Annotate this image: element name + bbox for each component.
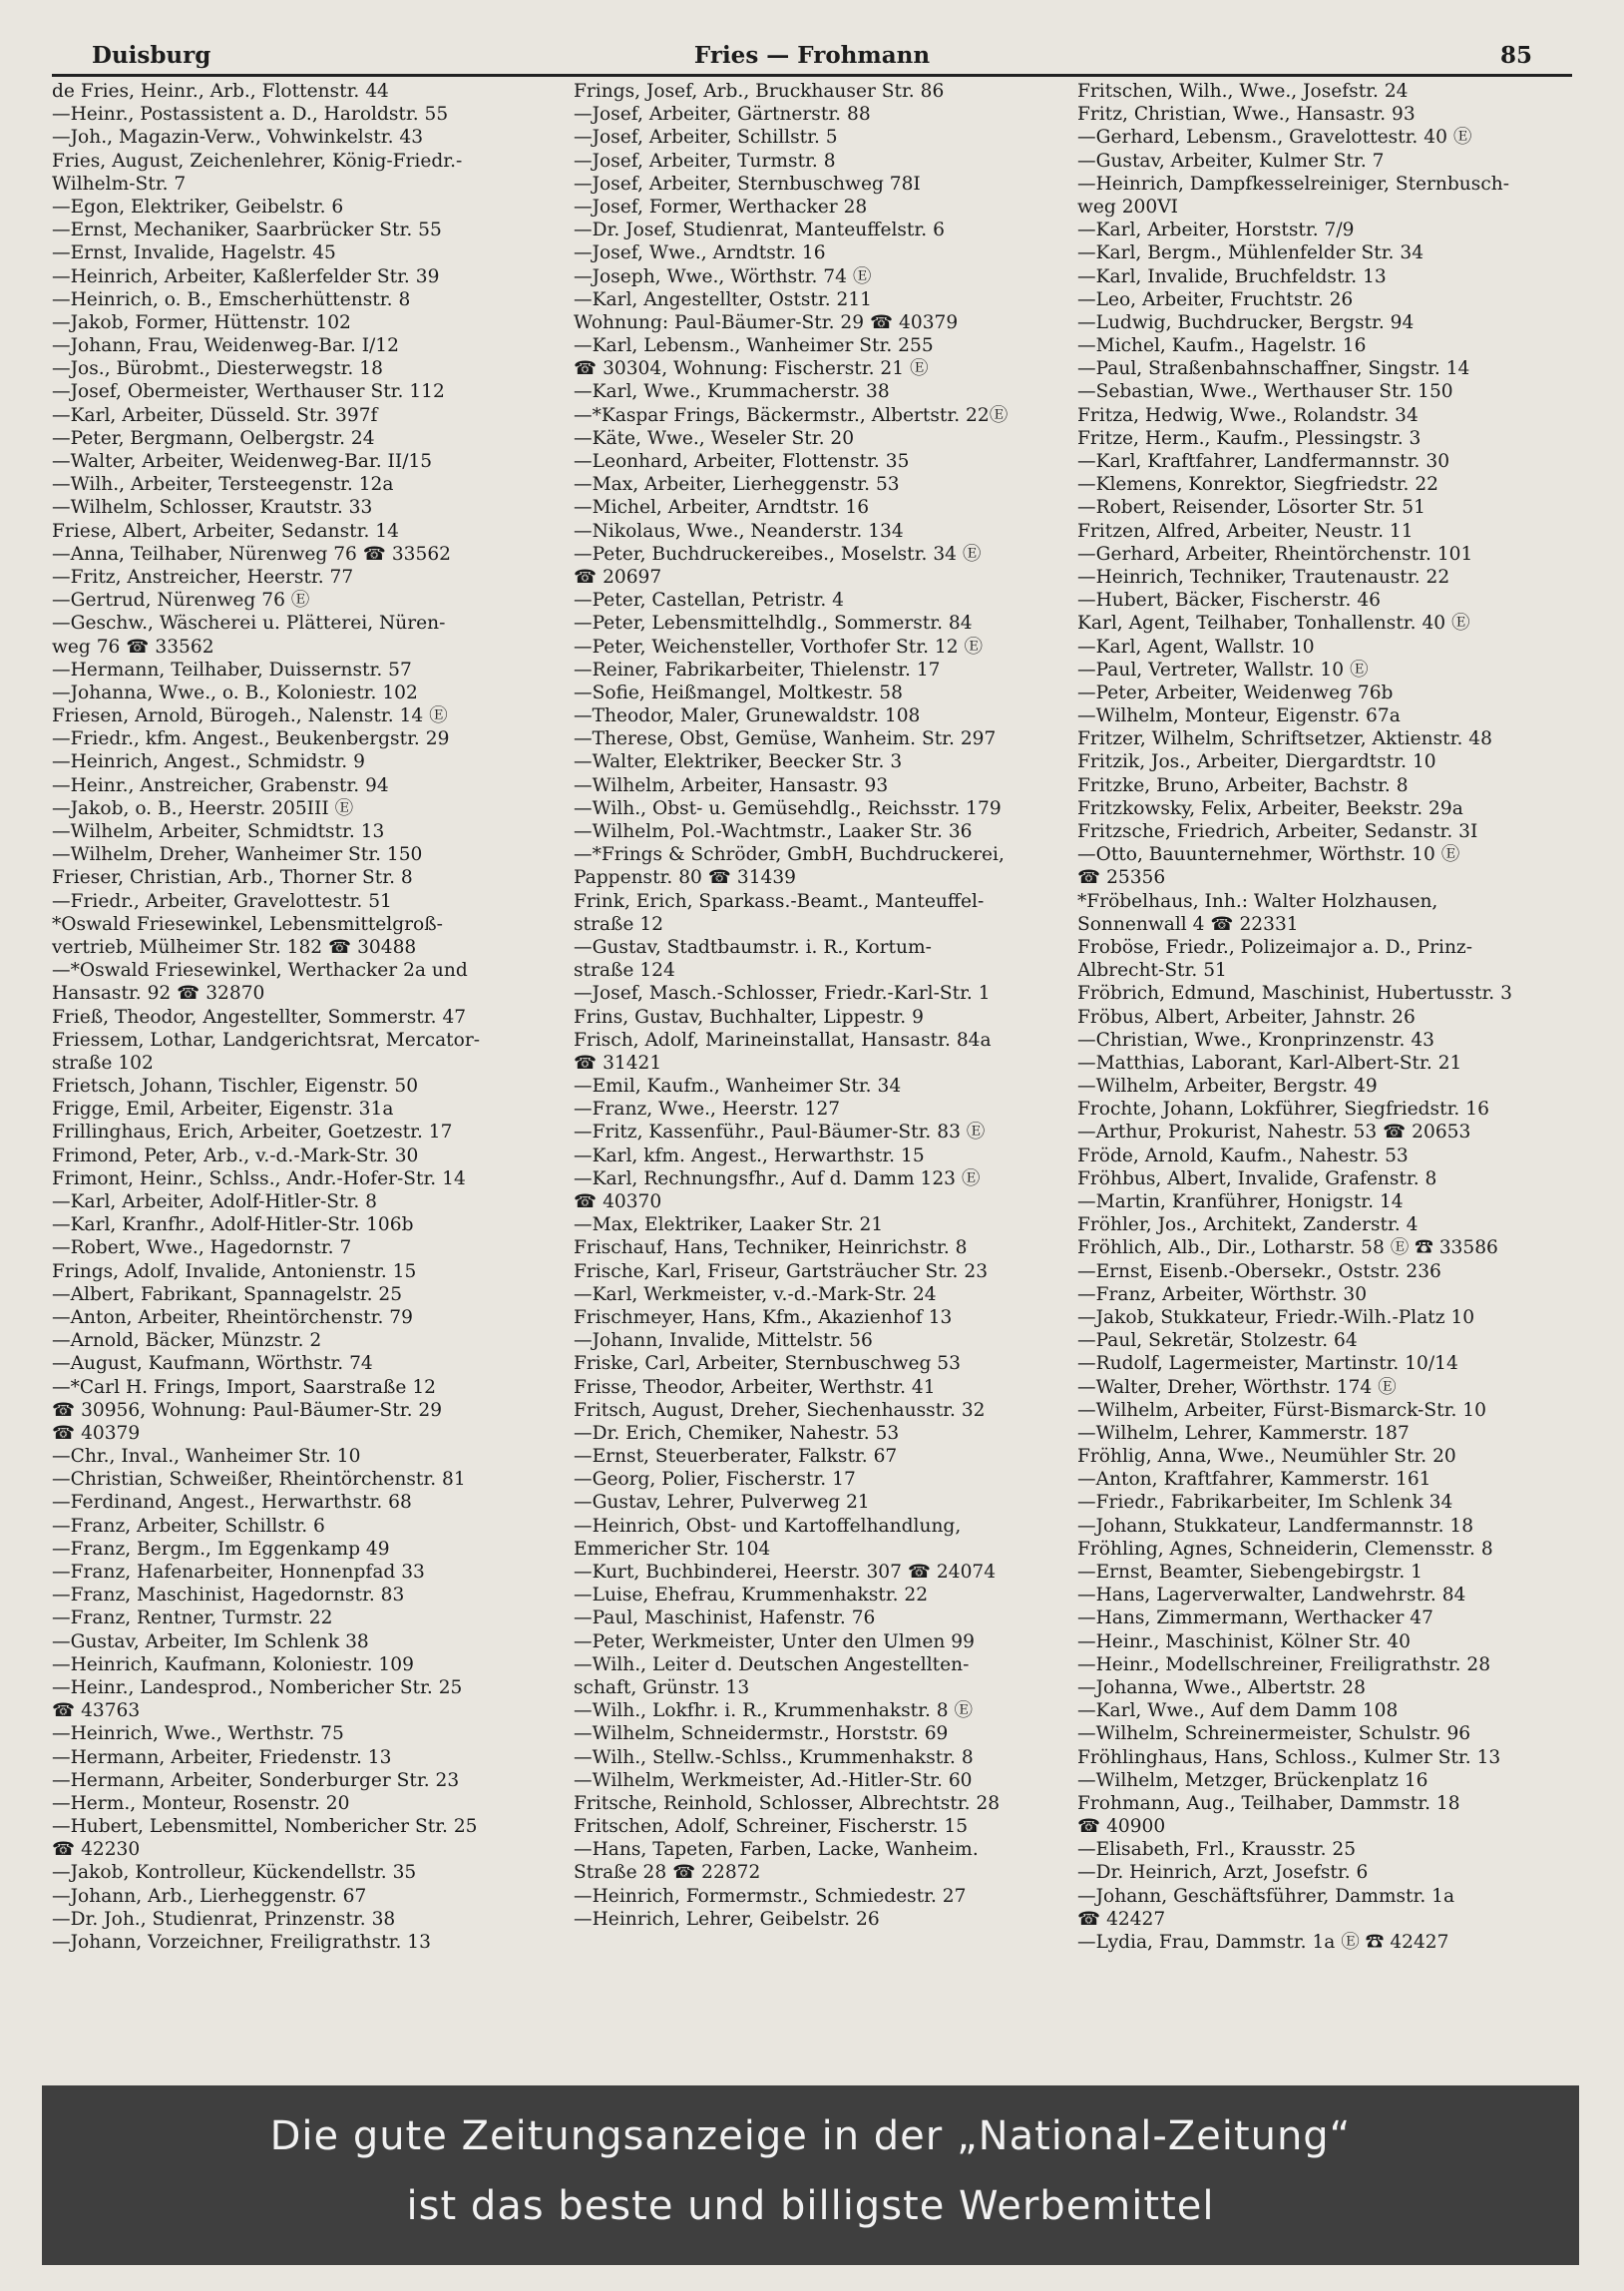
directory-entry: Fröhlig, Anna, Wwe., Neumühler Str. 20: [1077, 1446, 1456, 1468]
directory-entry: —Wilhelm, Metzger, Brückenplatz 16: [1077, 1769, 1428, 1791]
directory-entry: —Karl, Angestellter, Oststr. 211: [574, 288, 873, 310]
directory-column-3: [1077, 80, 1576, 1954]
directory-entry: —Robert, Wwe., Hagedornstr. 7: [52, 1237, 352, 1259]
banner-line-2: ist das beste und billigste Werbemittel: [406, 2183, 1215, 2229]
directory-entry: —Peter, Bergmann, Oelbergstr. 24: [52, 427, 375, 449]
directory-entry: Frink, Erich, Sparkass.-Beamt., Manteuffel-: [574, 890, 985, 912]
directory-entry: Fritschen, Wilh., Wwe., Josefstr. 24: [1077, 81, 1409, 102]
directory-entry: Fritzer, Wilhelm, Schriftsetzer, Aktienstr. 48: [1077, 728, 1492, 750]
directory-entry: Fritzke, Bruno, Arbeiter, Bachstr. 8: [1077, 774, 1409, 796]
directory-entry: —Peter, Weichensteller, Vorthofer Str. 12 Ⓔ: [574, 636, 984, 658]
directory-entry: —Franz, Bergm., Im Eggenkamp 49: [52, 1538, 390, 1560]
directory-entry: —Wilhelm, Schneidermstr., Horststr. 69: [574, 1723, 949, 1745]
directory-entry: —Fritz, Kassenführ., Paul-Bäumer-Str. 83 Ⓔ: [574, 1122, 986, 1144]
directory-entry: —Lydia, Frau, Dammstr. 1a Ⓔ ☎ 42427: [1077, 1932, 1449, 1953]
directory-entry: —Josef, Arbeiter, Sternbuschweg 78I: [574, 173, 921, 195]
directory-entry: Frieser, Christian, Arb., Thorner Str. 8: [52, 867, 413, 889]
directory-entry: Fritz, Christian, Wwe., Hansastr. 93: [1077, 104, 1416, 126]
directory-entry: Fritschen, Adolf, Schreiner, Fischerstr. 15: [574, 1816, 969, 1838]
directory-entry: —Josef, Arbeiter, Gärtnerstr. 88: [574, 104, 871, 126]
directory-entry: —Otto, Bauunternehmer, Wörthstr. 10 Ⓔ: [1077, 844, 1460, 866]
directory-entry: —Karl, Arbeiter, Düsseld. Str. 397f: [52, 404, 378, 426]
directory-entry: Fritsche, Reinhold, Schlosser, Albrechtstr. 28: [574, 1792, 1001, 1814]
directory-entry: —Rudolf, Lagermeister, Martinstr. 10/14: [1077, 1353, 1458, 1375]
directory-entry: —*Oswald Friesewinkel, Werthacker 2a und: [52, 960, 468, 982]
directory-entry: Frieß, Theodor, Angestellter, Sommerstr. 47: [52, 1006, 467, 1028]
page-number: 85: [1499, 42, 1532, 69]
directory-entry: straße 124: [574, 960, 675, 982]
directory-entry: —Karl, Lebensm., Wanheimer Str. 255: [574, 335, 934, 357]
directory-entry: Frische, Karl, Friseur, Gartsträucher Str. 23: [574, 1260, 989, 1282]
directory-entry: —Josef, Obermeister, Werthauser Str. 112: [52, 381, 445, 403]
directory-entry: —Kurt, Buchbinderei, Heerstr. 307 ☎ 24074: [574, 1562, 997, 1583]
directory-entry: straße 12: [574, 913, 663, 935]
directory-entry: —Johann, Invalide, Mittelstr. 56: [574, 1330, 873, 1352]
directory-entry: Frochte, Johann, Lokführer, Siegfriedstr. 16: [1077, 1099, 1489, 1121]
directory-entry: ☎ 42427: [1077, 1908, 1166, 1930]
directory-entry: —Karl, Werkmeister, v.-d.-Mark-Str. 24: [574, 1283, 937, 1305]
directory-entry: —Johanna, Wwe., Albertstr. 28: [1077, 1676, 1366, 1698]
directory-entry: Friese, Albert, Arbeiter, Sedanstr. 14: [52, 520, 399, 542]
directory-entry: straße 102: [52, 1052, 154, 1074]
directory-entry: vertrieb, Mülheimer Str. 182 ☎ 30488: [52, 936, 417, 958]
directory-entry: Karl, Agent, Teilhaber, Tonhallenstr. 40 Ⓔ: [1077, 613, 1470, 635]
directory-entry: —Heinrich, Wwe., Werthstr. 75: [52, 1723, 344, 1745]
directory-entry: Frimond, Peter, Arb., v.-d.-Mark-Str. 30: [52, 1145, 419, 1166]
directory-entry: —*Carl H. Frings, Import, Saarstraße 12: [52, 1376, 436, 1398]
directory-entry: —Jos., Bürobmt., Diesterwegstr. 18: [52, 358, 383, 380]
directory-entry: —Peter, Buchdruckereibes., Moselstr. 34 Ⓔ: [574, 543, 982, 565]
directory-entry: Fritze, Herm., Kaufm., Plessingstr. 3: [1077, 427, 1421, 449]
directory-entry: ☎ 30304, Wohnung: Fischerstr. 21 Ⓔ: [574, 358, 929, 380]
directory-entry: Frisch, Adolf, Marineinstallat, Hansastr. 84a: [574, 1029, 992, 1051]
directory-entry: Fritzkowsky, Felix, Arbeiter, Beekstr. 29a: [1077, 797, 1463, 819]
directory-entry: —Jakob, Former, Hüttenstr. 102: [52, 311, 351, 333]
directory-entry: —Heinr., Maschinist, Kölner Str. 40: [1077, 1630, 1411, 1652]
directory-entry: —Matthias, Laborant, Karl-Albert-Str. 21: [1077, 1052, 1462, 1074]
directory-entry: —Max, Arbeiter, Lierheggenstr. 53: [574, 474, 900, 496]
directory-entry: Hansastr. 92 ☎ 32870: [52, 983, 265, 1005]
directory-entry: —Peter, Lebensmittelhdlg., Sommerstr. 84: [574, 613, 973, 635]
directory-entry: Friessem, Lothar, Landgerichtsrat, Mercator-: [52, 1029, 481, 1051]
directory-entry: —Heinr., Landesprod., Nombericher Str. 25: [52, 1676, 463, 1698]
directory-entry: —Ludwig, Buchdrucker, Bergstr. 94: [1077, 311, 1415, 333]
directory-entry: —Jakob, Stukkateur, Friedr.-Wilh.-Platz 10: [1077, 1306, 1475, 1328]
directory-entry: —Karl, Wwe., Auf dem Damm 108: [1077, 1700, 1399, 1722]
directory-entry: ☎ 43763: [52, 1700, 141, 1722]
directory-entry: —Christian, Wwe., Kronprinzenstr. 43: [1077, 1029, 1435, 1051]
directory-entry: —Chr., Inval., Wanheimer Str. 10: [52, 1446, 361, 1468]
directory-entry: —Hubert, Bäcker, Fischerstr. 46: [1077, 590, 1381, 612]
directory-entry: —Gustav, Lehrer, Pulverweg 21: [574, 1492, 870, 1514]
directory-entry: Fröhbus, Albert, Invalide, Grafenstr. 8: [1077, 1167, 1437, 1189]
directory-entry: Frillinghaus, Erich, Arbeiter, Goetzestr. 17: [52, 1122, 453, 1144]
directory-entry: —Karl, kfm. Angest., Herwarthstr. 15: [574, 1145, 925, 1166]
directory-entry: Fritza, Hedwig, Wwe., Rolandstr. 34: [1077, 404, 1419, 426]
directory-column-1: [52, 80, 571, 1954]
directory-entry: —Ernst, Mechaniker, Saarbrücker Str. 55: [52, 220, 442, 241]
directory-entry: —Wilh., Lokfhr. i. R., Krummenhakstr. 8 Ⓔ: [574, 1700, 974, 1722]
directory-entry: —Heinrich, Obst- und Kartoffelhandlung,: [574, 1515, 962, 1537]
directory-entry: —Elisabeth, Frl., Krausstr. 25: [1077, 1839, 1357, 1861]
directory-entry: Wohnung: Paul-Bäumer-Str. 29 ☎ 40379: [574, 311, 959, 333]
directory-entry: —Franz, Wwe., Heerstr. 127: [574, 1099, 841, 1121]
directory-entry: —Walter, Arbeiter, Weidenweg-Bar. II/15: [52, 451, 433, 472]
directory-entry: Fröde, Arnold, Kaufm., Nahestr. 53: [1077, 1145, 1409, 1166]
directory-entry: Fröbrich, Edmund, Maschinist, Hubertusstr. 3: [1077, 983, 1512, 1005]
directory-entry: —Christian, Schweißer, Rheintörchenstr. 81: [52, 1469, 466, 1491]
directory-entry: —Anna, Teilhaber, Nürenweg 76 ☎ 33562: [52, 543, 452, 565]
directory-entry: —Peter, Castellan, Petristr. 4: [574, 590, 845, 612]
directory-entry: Frietsch, Johann, Tischler, Eigenstr. 50: [52, 1076, 419, 1098]
directory-entry: Frisse, Theodor, Arbeiter, Werthstr. 41: [574, 1376, 936, 1398]
directory-entry: Emmericher Str. 104: [574, 1538, 771, 1560]
directory-entry: —Gerhard, Lebensm., Gravelottestr. 40 Ⓔ: [1077, 127, 1472, 149]
directory-entry: Frimont, Heinr., Schlss., Andr.-Hofer-Str. 14: [52, 1167, 466, 1189]
directory-entry: ☎ 40379: [52, 1422, 141, 1444]
directory-entry: —Joseph, Wwe., Wörthstr. 74 Ⓔ: [574, 265, 872, 287]
directory-entry: —Karl, Arbeiter, Adolf-Hitler-Str. 8: [52, 1191, 377, 1212]
directory-entry: —Klemens, Konrektor, Siegfriedstr. 22: [1077, 474, 1439, 496]
directory-entry: —Gertrud, Nürenweg 76 Ⓔ: [52, 590, 310, 612]
directory-entry: —Hermann, Teilhaber, Duissernstr. 57: [52, 659, 412, 681]
directory-entry: —Heinr., Postassistent a. D., Haroldstr. 55: [52, 104, 449, 126]
directory-entry: —Johann, Geschäftsführer, Dammstr. 1a: [1077, 1885, 1455, 1907]
directory-entry: —Karl, Invalide, Bruchfeldstr. 13: [1077, 265, 1387, 287]
directory-entry: Fritzen, Alfred, Arbeiter, Neustr. 11: [1077, 520, 1414, 542]
directory-entry: Froböse, Friedr., Polizeimajor a. D., Prinz-: [1077, 936, 1473, 958]
directory-entry: —Peter, Werkmeister, Unter den Ulmen 99: [574, 1630, 975, 1652]
directory-entry: —Franz, Arbeiter, Schillstr. 6: [52, 1515, 325, 1537]
directory-entry: —Wilhelm, Schlosser, Krautstr. 33: [52, 497, 373, 519]
directory-entry: Fröhlich, Alb., Dir., Lotharstr. 58 Ⓔ ☎ 33586: [1077, 1237, 1498, 1259]
directory-entry: —Franz, Arbeiter, Wörthstr. 30: [1077, 1283, 1368, 1305]
directory-entry: —Herm., Monteur, Rosenstr. 20: [52, 1792, 350, 1814]
directory-entry: —Wilhelm, Werkmeister, Ad.-Hitler-Str. 60: [574, 1769, 973, 1791]
directory-entry: —Karl, Kranfhr., Adolf-Hitler-Str. 106b: [52, 1214, 414, 1236]
directory-entry: ☎ 30956, Wohnung: Paul-Bäumer-Str. 29: [52, 1399, 443, 1421]
directory-entry: Frings, Josef, Arb., Bruckhauser Str. 86: [574, 81, 945, 102]
directory-entry: —Reiner, Fabrikarbeiter, Thielenstr. 17: [574, 659, 941, 681]
directory-entry: —Heinrich, Kaufmann, Koloniestr. 109: [52, 1653, 414, 1675]
directory-entry: —Johanna, Wwe., o. B., Koloniestr. 102: [52, 682, 418, 703]
directory-entry: —Michel, Arbeiter, Arndtstr. 16: [574, 497, 870, 519]
directory-entry: —Ferdinand, Angest., Herwarthstr. 68: [52, 1492, 412, 1514]
directory-entry: Frohmann, Aug., Teilhaber, Dammstr. 18: [1077, 1792, 1460, 1814]
directory-entry: —Heinr., Anstreicher, Grabenstr. 94: [52, 774, 389, 796]
directory-entry: Fritsch, August, Dreher, Siechenhausstr. 32: [574, 1399, 986, 1421]
directory-entry: —Hans, Lagerverwalter, Landwehrstr. 84: [1077, 1585, 1466, 1606]
page-header: [52, 38, 1572, 77]
directory-entry: Frigge, Emil, Arbeiter, Eigenstr. 31a: [52, 1099, 394, 1121]
directory-entry: *Fröbelhaus, Inh.: Walter Holzhausen,: [1077, 890, 1438, 912]
directory-entry: —Karl, Kraftfahrer, Landfermannstr. 30: [1077, 451, 1450, 472]
directory-entry: —Wilhelm, Pol.-Wachtmstr., Laaker Str. 36: [574, 821, 973, 842]
directory-entry: —Wilhelm, Arbeiter, Schmidtstr. 13: [52, 821, 385, 842]
directory-entry: —Theodor, Maler, Grunewaldstr. 108: [574, 705, 921, 727]
directory-entry: weg 200VI: [1077, 196, 1178, 218]
directory-entry: ☎ 42230: [52, 1839, 141, 1861]
directory-entry: —Anton, Arbeiter, Rheintörchenstr. 79: [52, 1306, 413, 1328]
directory-entry: —Egon, Elektriker, Geibelstr. 6: [52, 196, 344, 218]
directory-entry: —Fritz, Anstreicher, Heerstr. 77: [52, 566, 354, 588]
directory-entry: —Wilhelm, Lehrer, Kammerstr. 187: [1077, 1422, 1410, 1444]
directory-entry: —Wilhelm, Arbeiter, Fürst-Bismarck-Str. 10: [1077, 1399, 1486, 1421]
directory-entry: —Ernst, Beamter, Siebengebirgstr. 1: [1077, 1562, 1423, 1583]
directory-entry: —Luise, Ehefrau, Krummenhakstr. 22: [574, 1585, 929, 1606]
directory-entry: —Franz, Maschinist, Hagedornstr. 83: [52, 1585, 405, 1606]
directory-entry: —Karl, Agent, Wallstr. 10: [1077, 636, 1315, 658]
directory-entry: —Heinrich, Angest., Schmidstr. 9: [52, 751, 365, 773]
directory-entry: —Josef, Former, Werthacker 28: [574, 196, 868, 218]
directory-entry: Frischmeyer, Hans, Kfm., Akazienhof 13: [574, 1306, 953, 1328]
directory-entry: —Hermann, Arbeiter, Sonderburger Str. 23: [52, 1769, 460, 1791]
directory-entry: Straße 28 ☎ 22872: [574, 1862, 761, 1884]
directory-entry: —Georg, Polier, Fischerstr. 17: [574, 1469, 856, 1491]
directory-entry: —Josef, Wwe., Arndtstr. 16: [574, 242, 826, 264]
directory-entry: —Friedr., Fabrikarbeiter, Im Schlenk 34: [1077, 1492, 1453, 1514]
directory-entry: —Franz, Rentner, Turmstr. 22: [52, 1607, 333, 1629]
directory-entry: —Heinrich, Techniker, Trautenaustr. 22: [1077, 566, 1450, 588]
directory-entry: —Paul, Straßenbahnschaffner, Singstr. 14: [1077, 358, 1470, 380]
directory-entry: —Leo, Arbeiter, Fruchtstr. 26: [1077, 288, 1354, 310]
directory-entry: —Hans, Zimmermann, Werthacker 47: [1077, 1607, 1433, 1629]
directory-entry: —Heinrich, Lehrer, Geibelstr. 26: [574, 1908, 880, 1930]
directory-entry: —Jakob, Kontrolleur, Kückendellstr. 35: [52, 1862, 417, 1884]
directory-entry: ☎ 40370: [574, 1191, 662, 1212]
directory-entry: —August, Kaufmann, Wörthstr. 74: [52, 1353, 373, 1375]
directory-entry: —Anton, Kraftfahrer, Kammerstr. 161: [1077, 1469, 1431, 1491]
directory-entry: —Josef, Masch.-Schlosser, Friedr.-Karl-Str. 1: [574, 983, 991, 1005]
directory-entry: —Ernst, Eisenb.-Obersekr., Oststr. 236: [1077, 1260, 1441, 1282]
directory-entry: de Fries, Heinr., Arb., Flottenstr. 44: [52, 81, 389, 102]
directory-entry: —Peter, Arbeiter, Weidenweg 76b: [1077, 682, 1394, 703]
directory-entry: Fröhlinghaus, Hans, Schloss., Kulmer Str. 13: [1077, 1746, 1501, 1768]
directory-entry: —Emil, Kaufm., Wanheimer Str. 34: [574, 1076, 902, 1098]
directory-entry: —Albert, Fabrikant, Spannagelstr. 25: [52, 1283, 403, 1305]
directory-entry: —Geschw., Wäscherei u. Plätterei, Nüren-: [52, 613, 446, 635]
directory-entry: Fries, August, Zeichenlehrer, König-Friedr.-: [52, 150, 463, 172]
directory-entry: —Joh., Magazin-Verw., Vohwinkelstr. 43: [52, 127, 424, 149]
directory-entry: weg 76 ☎ 33562: [52, 636, 214, 658]
directory-entry: —Wilh., Stellw.-Schlss., Krummenhakstr. 8: [574, 1746, 974, 1768]
directory-entry: —Käte, Wwe., Weseler Str. 20: [574, 427, 855, 449]
directory-entry: —Nikolaus, Wwe., Neanderstr. 134: [574, 520, 904, 542]
directory-entry: ☎ 40900: [1077, 1816, 1166, 1838]
directory-entry: Frins, Gustav, Buchhalter, Lippestr. 9: [574, 1006, 924, 1028]
directory-entry: —Gustav, Arbeiter, Kulmer Str. 7: [1077, 150, 1385, 172]
directory-entry: Fröbus, Albert, Arbeiter, Jahnstr. 26: [1077, 1006, 1416, 1028]
directory-entry: —Heinr., Modellschreiner, Freiligrathstr. 28: [1077, 1653, 1491, 1675]
directory-entry: —Paul, Maschinist, Hafenstr. 76: [574, 1607, 876, 1629]
directory-entry: Pappenstr. 80 ☎ 31439: [574, 867, 797, 889]
directory-entry: —Arthur, Prokurist, Nahestr. 53 ☎ 20653: [1077, 1122, 1471, 1144]
directory-entry: —Heinrich, Formermstr., Schmiedestr. 27: [574, 1885, 967, 1907]
directory-entry: —Sofie, Heißmangel, Moltkestr. 58: [574, 682, 903, 703]
directory-entry: —*Kaspar Frings, Bäckermstr., Albertstr. 22Ⓔ: [574, 404, 1009, 426]
directory-entry: —Walter, Elektriker, Beecker Str. 3: [574, 751, 903, 773]
directory-entry: —Therese, Obst, Gemüse, Wanheim. Str. 297: [574, 728, 997, 750]
directory-entry: —Heinrich, Arbeiter, Kaßlerfelder Str. 39: [52, 265, 440, 287]
directory-entry: ☎ 25356: [1077, 867, 1166, 889]
directory-entry: Friske, Carl, Arbeiter, Sternbuschweg 53: [574, 1353, 961, 1375]
directory-entry: —Dr. Erich, Chemiker, Nahestr. 53: [574, 1422, 900, 1444]
directory-entry: —Gerhard, Arbeiter, Rheintörchenstr. 101: [1077, 543, 1473, 565]
directory-entry: ☎ 20697: [574, 566, 662, 588]
directory-entry: Frischauf, Hans, Techniker, Heinrichstr. 8: [574, 1237, 968, 1259]
directory-entry: —*Frings & Schröder, GmbH, Buchdruckerei,: [574, 844, 1005, 866]
advertisement-banner: [42, 2085, 1579, 2265]
directory-entry: —Gustav, Arbeiter, Im Schlenk 38: [52, 1630, 369, 1652]
directory-entry: —Leonhard, Arbeiter, Flottenstr. 35: [574, 451, 910, 472]
directory-entry: —Gustav, Stadtbaumstr. i. R., Kortum-: [574, 936, 932, 958]
directory-entry: —Johann, Vorzeichner, Freiligrathstr. 13: [52, 1932, 431, 1953]
directory-entry: —Wilhelm, Dreher, Wanheimer Str. 150: [52, 844, 423, 866]
directory-entry: —Hermann, Arbeiter, Friedenstr. 13: [52, 1746, 392, 1768]
directory-column-2: [574, 80, 1092, 1931]
directory-entry: —Jakob, o. B., Heerstr. 205III Ⓔ: [52, 797, 354, 819]
directory-entry: —Wilh., Arbeiter, Tersteegenstr. 12a: [52, 474, 394, 496]
directory-entry: —Dr. Josef, Studienrat, Manteuffelstr. 6: [574, 220, 945, 241]
directory-entry: —Dr. Heinrich, Arzt, Josefstr. 6: [1077, 1862, 1369, 1884]
directory-entry: Fritzik, Jos., Arbeiter, Diergardtstr. 10: [1077, 751, 1436, 773]
directory-entry: Fritzsche, Friedrich, Arbeiter, Sedanstr. 3I: [1077, 821, 1478, 842]
directory-entry: —Johann, Arb., Lierheggenstr. 67: [52, 1885, 367, 1907]
directory-entry: —Paul, Sekretär, Stolzestr. 64: [1077, 1330, 1358, 1352]
directory-entry: —Robert, Reisender, Lösorter Str. 51: [1077, 497, 1425, 519]
directory-entry: —Hubert, Lebensmittel, Nombericher Str. 25: [52, 1816, 478, 1838]
directory-entry: —Max, Elektriker, Laaker Str. 21: [574, 1214, 884, 1236]
directory-entry: —Ernst, Steuerberater, Falkstr. 67: [574, 1446, 898, 1468]
directory-entry: —Josef, Arbeiter, Turmstr. 8: [574, 150, 836, 172]
directory-entry: —Karl, Bergm., Mühlenfelder Str. 34: [1077, 242, 1424, 264]
directory-entry: —Josef, Arbeiter, Schillstr. 5: [574, 127, 838, 149]
directory-entry: —Johann, Stukkateur, Landfermannstr. 18: [1077, 1515, 1474, 1537]
directory-entry: —Heinrich, Dampfkesselreiniger, Sternbusch-: [1077, 173, 1509, 195]
directory-entry: —Dr. Joh., Studienrat, Prinzenstr. 38: [52, 1908, 396, 1930]
directory-entry: —Walter, Dreher, Wörthstr. 174 Ⓔ: [1077, 1376, 1397, 1398]
directory-entry: —Hans, Tapeten, Farben, Lacke, Wanheim.: [574, 1839, 979, 1861]
directory-entry: —Wilh., Obst- u. Gemüsehdlg., Reichsstr. 179: [574, 797, 1002, 819]
directory-entry: —Ernst, Invalide, Hagelstr. 45: [52, 242, 336, 264]
directory-entry: —Wilhelm, Monteur, Eigenstr. 67a: [1077, 705, 1401, 727]
directory-entry: —Wilh., Leiter d. Deutschen Angestellten-: [574, 1653, 970, 1675]
directory-entry: Wilhelm-Str. 7: [52, 173, 187, 195]
directory-entry: —Martin, Kranführer, Honigstr. 14: [1077, 1191, 1404, 1212]
directory-entry: —Karl, Arbeiter, Horststr. 7/9: [1077, 220, 1355, 241]
directory-entry: —Franz, Hafenarbeiter, Honnenpfad 33: [52, 1562, 425, 1583]
directory-entry: —Johann, Frau, Weidenweg-Bar. I/12: [52, 335, 399, 357]
directory-entry: Friesen, Arnold, Bürogeh., Nalenstr. 14 Ⓔ: [52, 705, 448, 727]
directory-entry: schaft, Grünstr. 13: [574, 1676, 750, 1698]
directory-entry: —Friedr., Arbeiter, Gravelottestr. 51: [52, 890, 392, 912]
directory-entry: —Karl, Wwe., Krummacherstr. 38: [574, 381, 890, 403]
page-range-title: Fries — Frohmann: [693, 42, 931, 69]
directory-entry: —Michel, Kaufm., Hagelstr. 16: [1077, 335, 1367, 357]
directory-entry: —Wilhelm, Schreinermeister, Schulstr. 96: [1077, 1723, 1471, 1745]
banner-line-1: Die gute Zeitungsanzeige in der „National-Zeitung“: [269, 2113, 1352, 2159]
directory-entry: Fröhler, Jos., Architekt, Zanderstr. 4: [1077, 1214, 1419, 1236]
directory-entry: ☎ 31421: [574, 1052, 662, 1074]
directory-entry: —Wilhelm, Arbeiter, Bergstr. 49: [1077, 1076, 1378, 1098]
directory-entry: Frings, Adolf, Invalide, Antonienstr. 15: [52, 1260, 417, 1282]
directory-entry: —Wilhelm, Arbeiter, Hansastr. 93: [574, 774, 889, 796]
directory-entry: Sonnenwall 4 ☎ 22331: [1077, 913, 1299, 935]
directory-entry: Fröhling, Agnes, Schneiderin, Clemensstr. 8: [1077, 1538, 1493, 1560]
directory-entry: Albrecht-Str. 51: [1077, 960, 1227, 982]
city-name: Duisburg: [92, 42, 211, 69]
directory-entry: —Arnold, Bäcker, Münzstr. 2: [52, 1330, 322, 1352]
directory-entry: —Sebastian, Wwe., Werthauser Str. 150: [1077, 381, 1453, 403]
directory-entry: —Karl, Rechnungsfhr., Auf d. Damm 123 Ⓔ: [574, 1167, 981, 1189]
directory-entry: —Friedr., kfm. Angest., Beukenbergstr. 29: [52, 728, 450, 750]
directory-entry: *Oswald Friesewinkel, Lebensmittelgroß-: [52, 913, 443, 935]
directory-entry: —Paul, Vertreter, Wallstr. 10 Ⓔ: [1077, 659, 1369, 681]
directory-entry: —Heinrich, o. B., Emscherhüttenstr. 8: [52, 288, 411, 310]
